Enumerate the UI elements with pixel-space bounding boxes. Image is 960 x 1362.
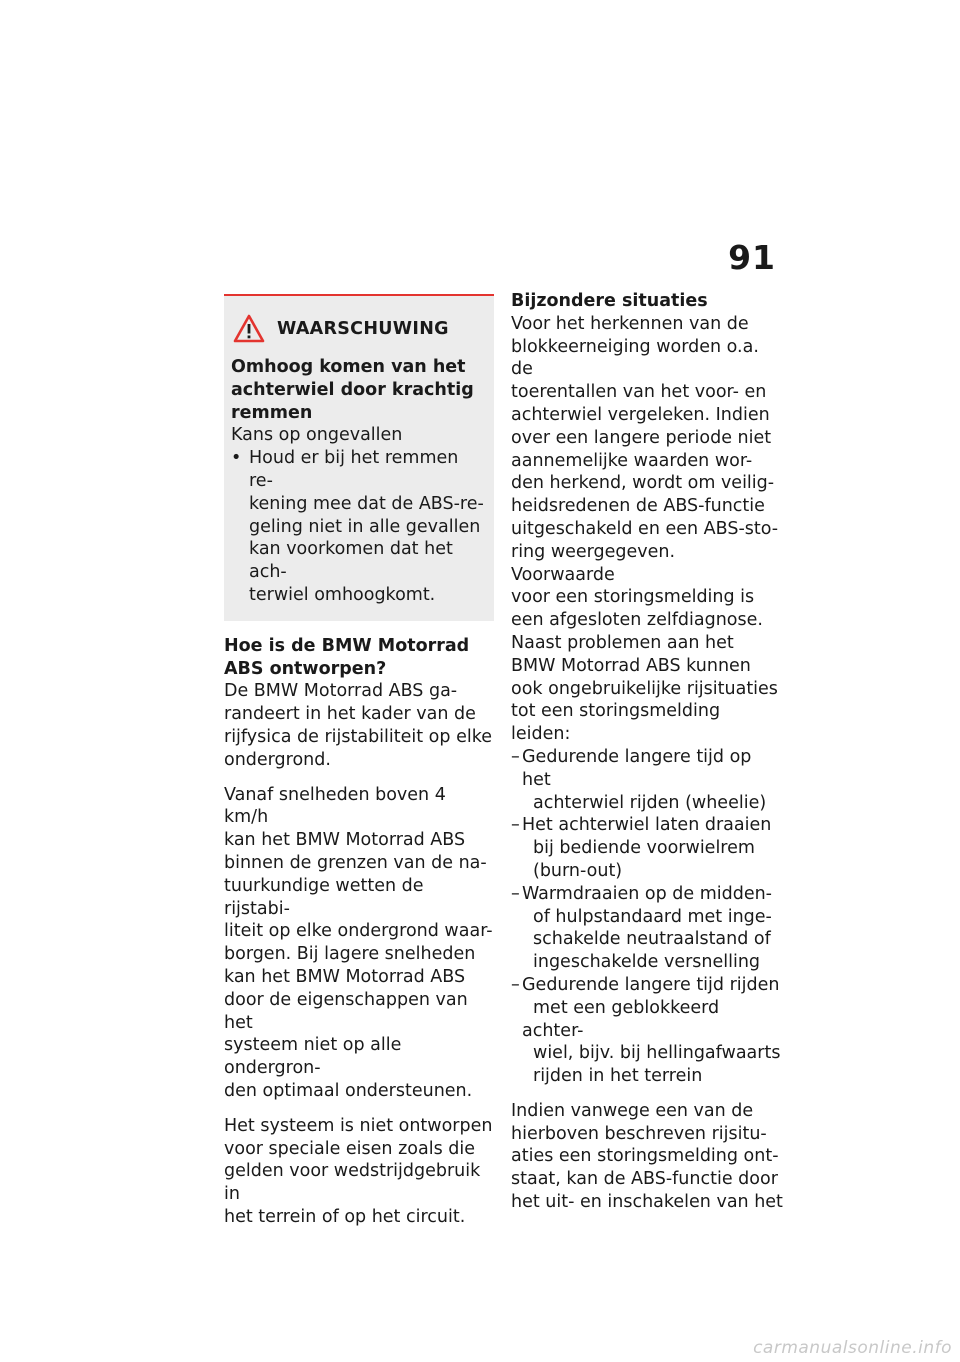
section-heading-abs-design: Hoe is de BMW Motorrad ABS ontworpen? [224, 635, 470, 679]
list-item: – Het achterwiel laten draaien bij bediende voorwielrem (burn-out) [511, 815, 772, 881]
warning-heading: Omhoog komen van het achterwiel door krachtig remmen [231, 357, 474, 423]
bullet-mark: • [231, 448, 242, 469]
paragraph-special-3: Indien vanwege een van de hierboven beschreven rijsitu- aties een storingsmelding ont- staat, kan de ABS-functie door het uit- en inschakelen van het [511, 1100, 783, 1213]
list-item: – Warmdraaien op de midden- of hulpstandaard met inge- schakelde neutraalstand of ingeschakelde versnelling [511, 883, 772, 973]
paragraph-abs-design-1: De BMW Motorrad ABS ga- randeert in het kader van de rijfysica de rijstabiliteit op elke ondergrond. [224, 681, 492, 770]
dash-mark: – [511, 746, 520, 767]
list-item: – Gedurende langere tijd op het achterwiel rijden (wheelie) [511, 746, 767, 813]
warning-box [224, 294, 494, 621]
warning-header [231, 314, 486, 344]
paragraph-special-2: Naast problemen aan het BMW Motorrad ABS kunnen ook ongebruikelijke rijsituaties tot een storingsmelding leiden: [511, 632, 778, 745]
dash-mark: – [511, 974, 520, 995]
dash-mark: – [511, 883, 520, 904]
warning-bullet: • Houd er bij het remmen re- kening mee dat de ABS-re- geling niet in alle gevallen kan voorkomen dat het ach- terwiel omhoogkomt. [231, 448, 484, 605]
dash-mark: – [511, 815, 520, 836]
page-number: 91 [728, 238, 776, 277]
warning-triangle-icon [233, 314, 265, 344]
right-column [511, 290, 783, 1214]
paragraph-special-1: Voor het herkennen van de blokkeerneiging worden o.a. de toerentallen van het voor- en achterwiel vergeleken. Indien over een langere periode niet aannemelijke waarden wor- den herkend, wordt om veilig- heidsredenen de ABS-functie uitgeschakeld en een ABS-sto- ring weergegeven. Voorwaarde voor een storingsmelding is een afgesloten zelfdiagnose. [511, 313, 779, 631]
paragraph-abs-design-3: Het systeem is niet ontworpen voor speciale eisen zoals die gelden voor wedstrijdgebruik in het terrein of op het circuit. [224, 1115, 493, 1227]
situation-list [511, 746, 783, 1088]
left-column [224, 294, 494, 1241]
warning-risk: Kans op ongevallen [231, 425, 403, 446]
list-item: – Gedurende langere tijd rijden met een geblokkeerd achter- wiel, bijv. bij hellingafwaarts rijden in het terrein [511, 974, 781, 1087]
paragraph-abs-design-2: Vanaf snelheden boven 4 km/h kan het BMW Motorrad ABS binnen de grenzen van de na- tuurkundige wetten de rijstabi- liteit op elke ondergrond waar- borgen. Bij lagere snelheden kan het BMW Motorrad ABS door de eigenschappen van het systeem niet op alle ondergron- den optimaal ondersteunen. [224, 784, 493, 1101]
warning-title: WAARSCHUWING [277, 318, 449, 339]
section-heading-special-situations: Bijzondere situaties [511, 291, 708, 311]
watermark: carmanualsonline.info [753, 1338, 952, 1358]
